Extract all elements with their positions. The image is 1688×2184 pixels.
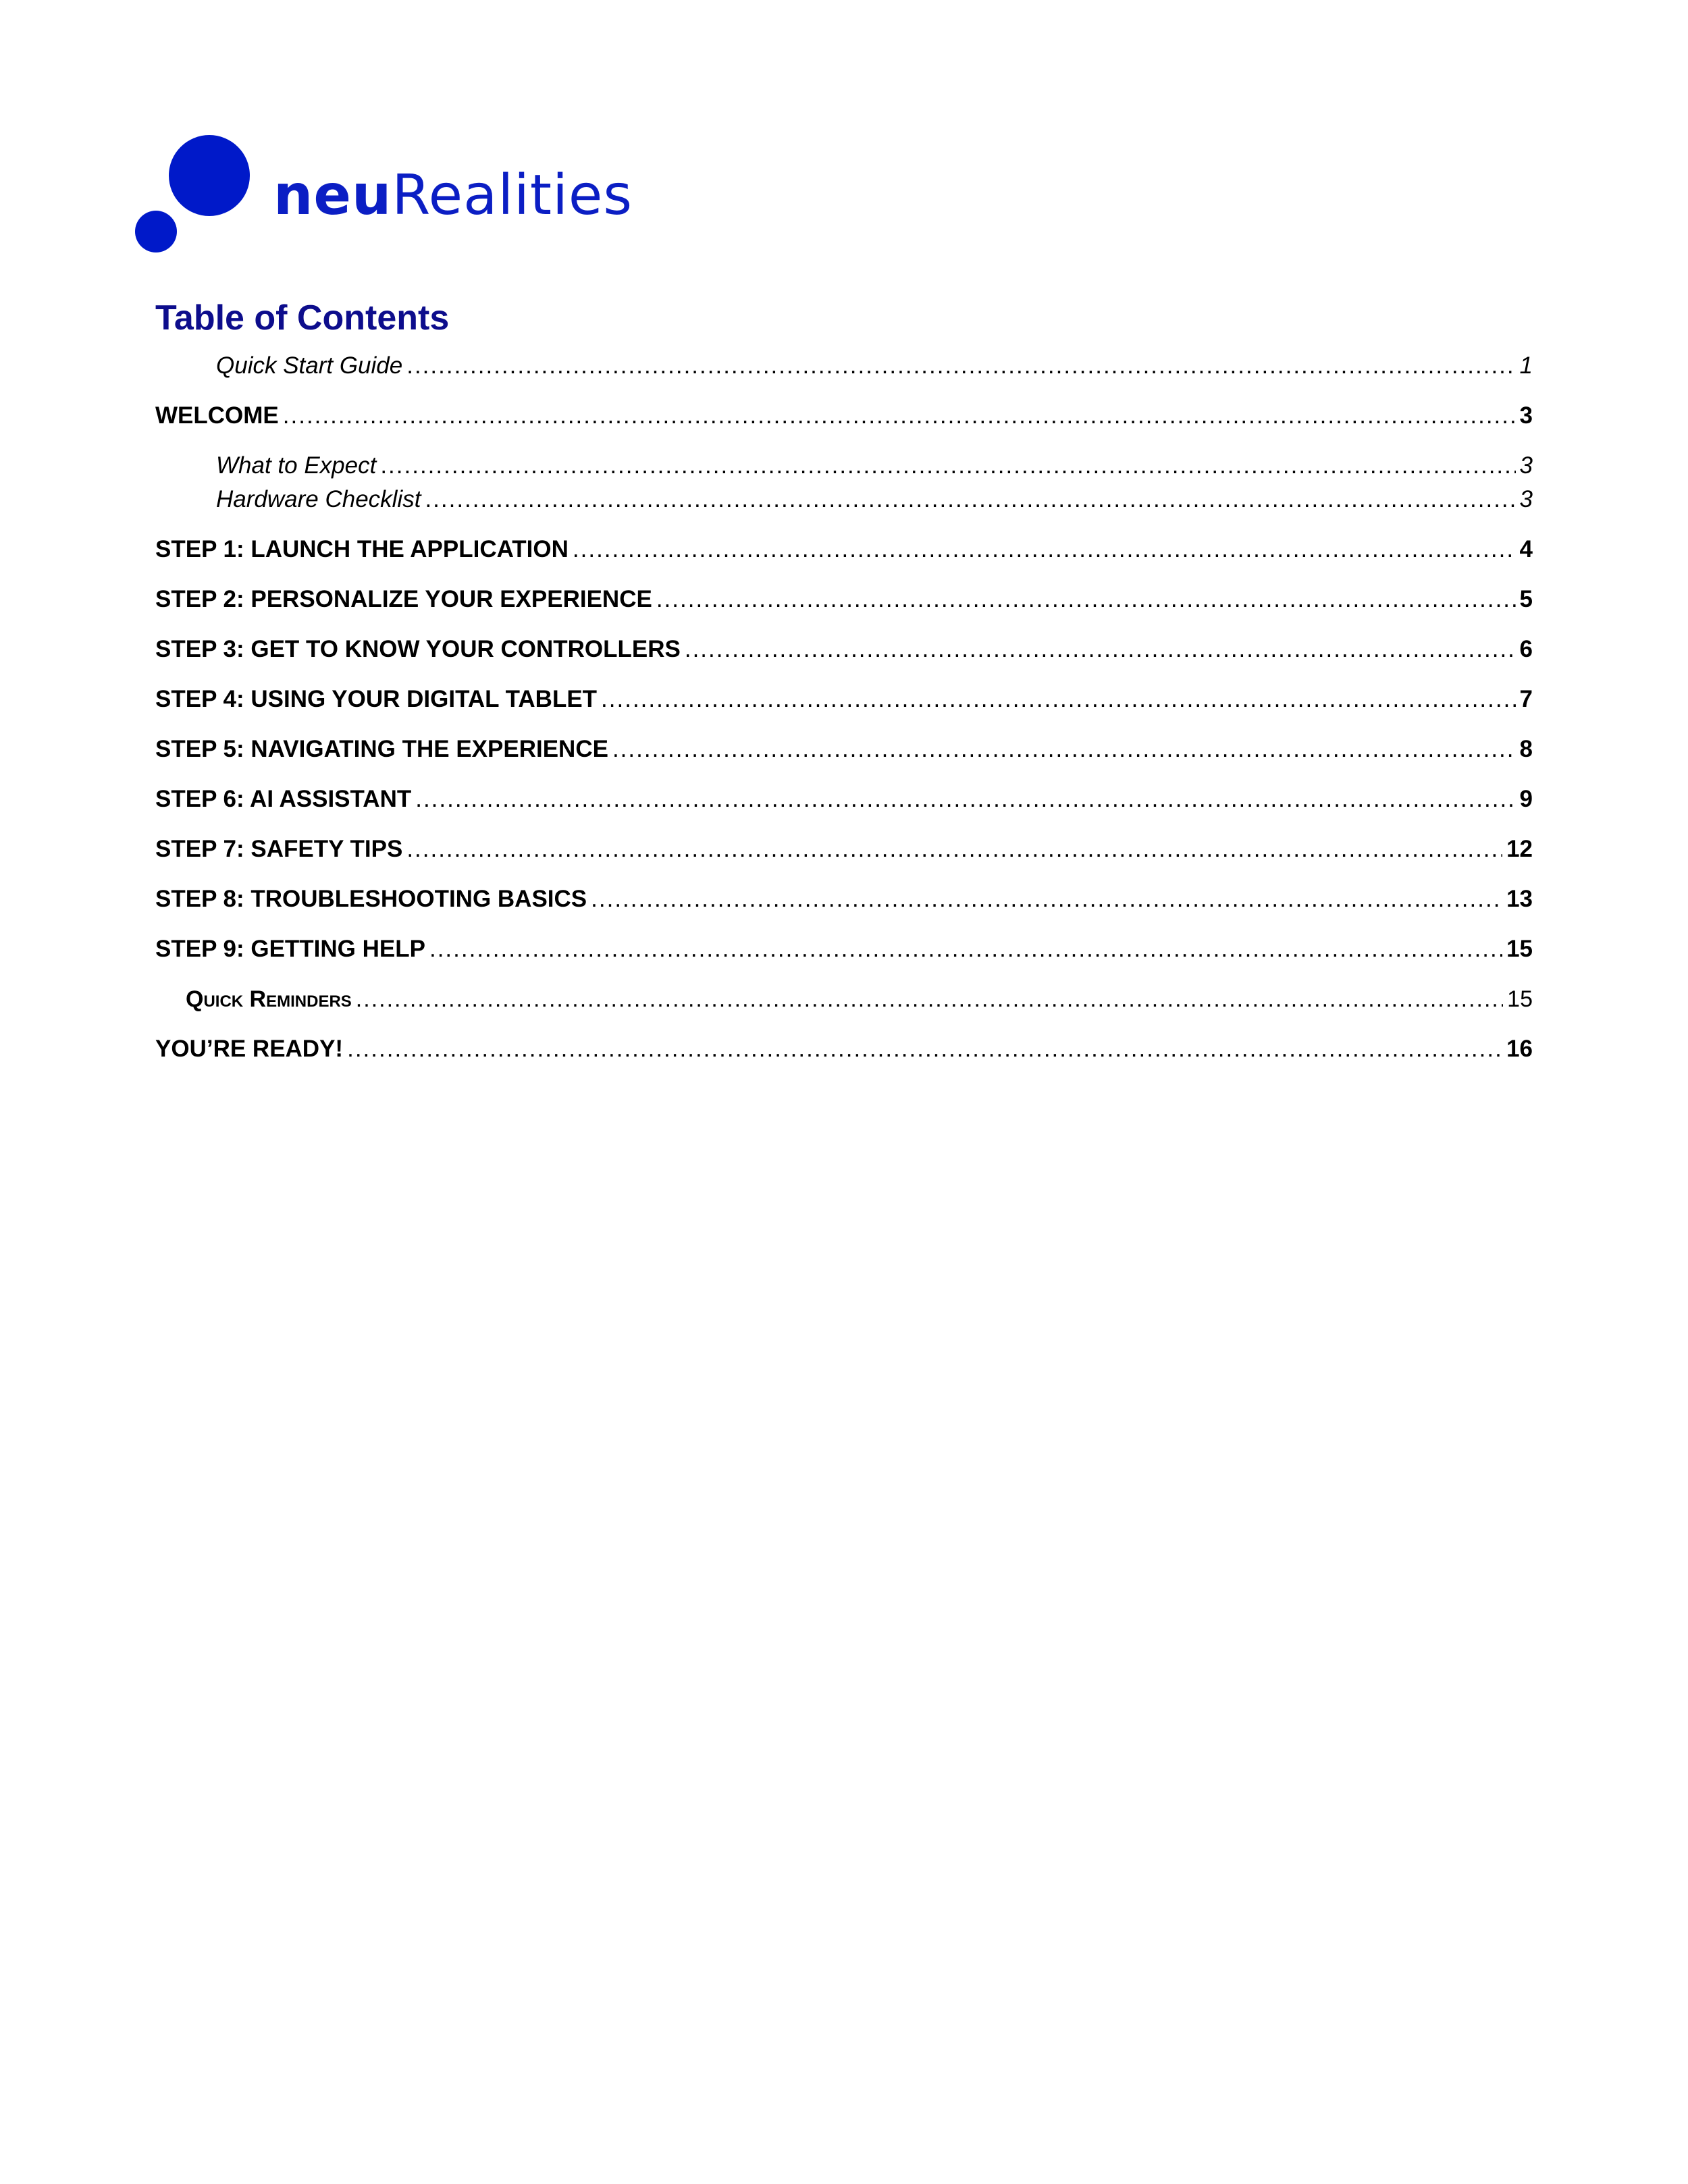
toc-dot-leader (415, 783, 1515, 816)
toc-entry-hardware-checklist[interactable] (216, 483, 1533, 516)
toc-entry-label: STEP 1: LAUNCH THE APPLICATION (155, 536, 569, 562)
toc-entry-label: STEP 9: GETTING HELP (155, 936, 425, 962)
toc-entry-label: STEP 4: USING YOUR DIGITAL TABLET (155, 686, 598, 712)
toc-dot-leader (406, 350, 1515, 382)
toc-entry-label: Quick Start Guide (216, 352, 403, 379)
toc-entry-page: 12 (1506, 836, 1533, 862)
toc-entry-step-2[interactable] (155, 583, 1533, 616)
toc-entry-quick-start-guide[interactable] (216, 350, 1533, 382)
toc-entry-page: 6 (1519, 636, 1533, 662)
toc-dot-leader (591, 883, 1502, 915)
toc-dot-leader (425, 483, 1515, 516)
toc-entry-page: 4 (1519, 536, 1533, 562)
toc-dot-leader (573, 533, 1516, 566)
toc-entry-page: 7 (1519, 686, 1533, 712)
toc-entry-page: 15 (1507, 986, 1533, 1012)
toc-entry-page: 5 (1519, 586, 1533, 612)
toc-entry-page: 1 (1519, 352, 1533, 379)
toc-entry-step-4[interactable] (155, 683, 1533, 716)
logo-wordmark-light: Realities (392, 163, 633, 228)
toc-dot-leader (283, 400, 1516, 432)
toc-entry-label: STEP 5: NAVIGATING THE EXPERIENCE (155, 736, 608, 762)
toc-entry-youre-ready[interactable] (155, 1033, 1533, 1065)
toc-dot-leader (406, 833, 1502, 865)
toc-dot-leader (656, 583, 1516, 616)
toc-entry-step-3[interactable] (155, 633, 1533, 666)
logo-wordmark-bold: neu (273, 163, 392, 228)
toc-entry-label: What to Expect (216, 452, 377, 479)
toc-dot-leader (356, 983, 1503, 1015)
toc-entry-step-6[interactable] (155, 783, 1533, 816)
toc-entry-page: 15 (1506, 936, 1533, 962)
toc-entry-label: Quick Reminders (186, 986, 352, 1012)
toc-dot-leader (347, 1033, 1502, 1065)
toc-entry-step-1[interactable] (155, 533, 1533, 566)
toc-entry-page: 13 (1506, 886, 1533, 912)
toc-entry-page: 8 (1519, 736, 1533, 762)
toc-entry-welcome[interactable] (155, 400, 1533, 432)
toc-dot-leader (685, 633, 1516, 666)
toc-entry-page: 16 (1506, 1036, 1533, 1062)
toc-entry-page: 3 (1519, 452, 1533, 479)
toc-entry-step-8[interactable] (155, 883, 1533, 915)
toc-entry-step-5[interactable] (155, 733, 1533, 766)
toc-entry-page: 3 (1519, 486, 1533, 512)
toc-entry-label: STEP 6: AI ASSISTANT (155, 786, 412, 812)
toc-entry-label: STEP 2: PERSONALIZE YOUR EXPERIENCE (155, 586, 652, 612)
toc-title: Table of Contents (155, 298, 450, 338)
toc-dot-leader (612, 733, 1516, 766)
toc-entry-label: WELCOME (155, 402, 279, 429)
toc-entry-label: STEP 3: GET TO KNOW YOUR CONTROLLERS (155, 636, 681, 662)
toc-entry-label: Hardware Checklist (216, 486, 421, 512)
toc-entry-label: STEP 8: TROUBLESHOOTING BASICS (155, 886, 587, 912)
toc-entry-step-9[interactable] (155, 933, 1533, 965)
toc-entry-page: 9 (1519, 786, 1533, 812)
toc-entry-label: YOU’RE READY! (155, 1036, 344, 1062)
toc-dot-leader (429, 933, 1502, 965)
toc-entry-label: STEP 7: SAFETY TIPS (155, 836, 403, 862)
toc-dot-leader (601, 683, 1515, 716)
toc-entry-step-7[interactable] (155, 833, 1533, 865)
toc-entry-page: 3 (1519, 402, 1533, 429)
toc-dot-leader (380, 450, 1515, 482)
toc-entry-quick-reminders[interactable] (186, 983, 1533, 1015)
toc-entry-what-to-expect[interactable] (216, 450, 1533, 482)
